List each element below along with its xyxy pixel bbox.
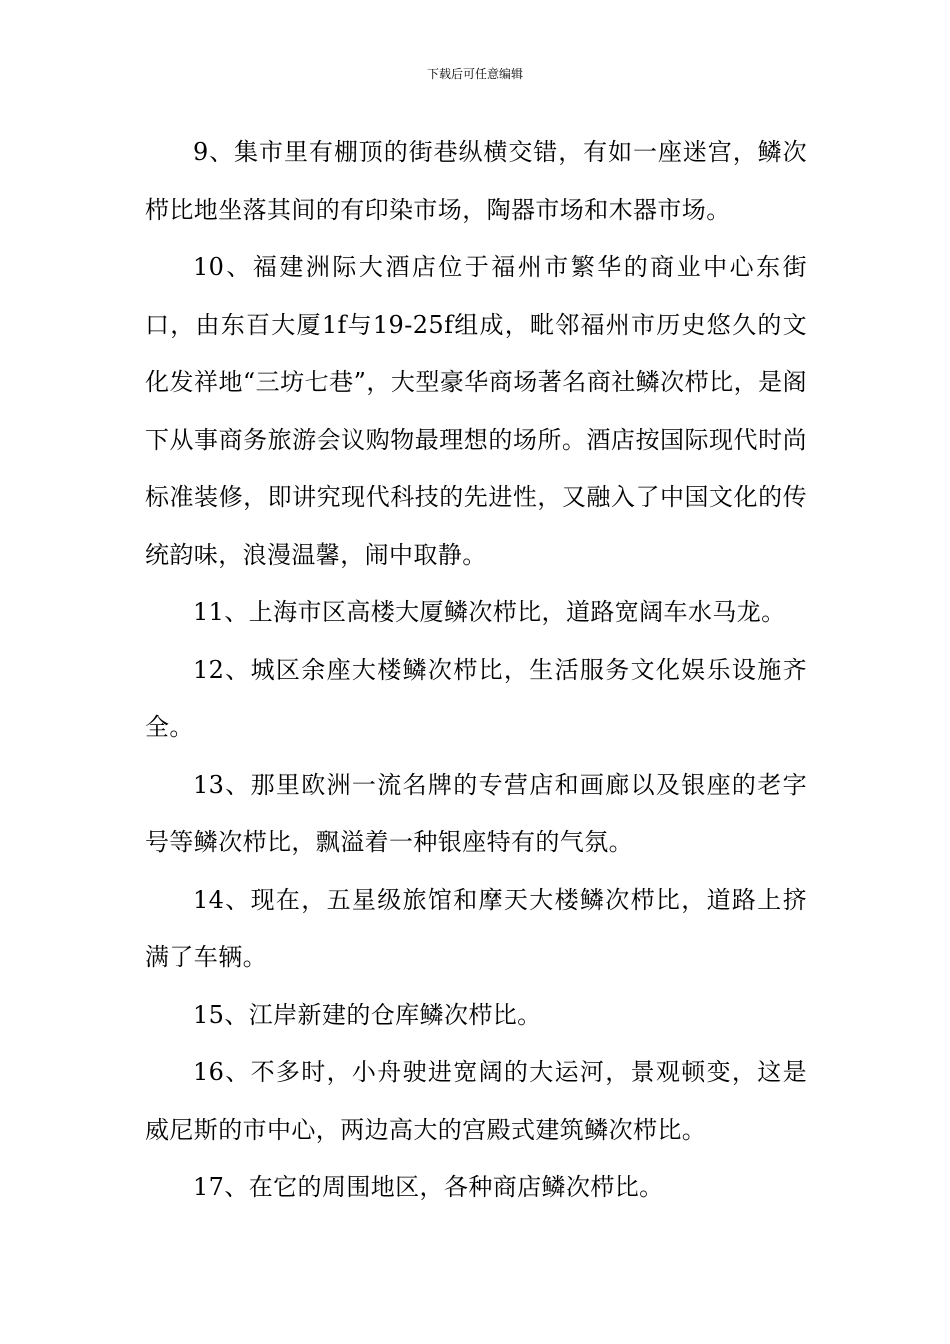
paragraph-14: 14、现在，五星级旅馆和摩天大楼鳞次栉比，道路上挤满了车辆。 [145,885,807,971]
paragraph-17: 17、在它的周围地区，各种商店鳞次栉比。 [193,1173,664,1201]
paragraph-15: 15、江岸新建的仓库鳞次栉比。 [193,1000,542,1029]
paragraph-9: 9、集市里有棚顶的街巷纵横交错，有如一座迷宫，鳞次栉比地坐落其间的有印染市场，陶器市场和木器市场。 [145,138,807,224]
document-body [145,124,807,1217]
paragraph-10: 10、福建洲际大酒店位于福州市繁华的商业中心东街口，由东百大厦1f与19-25f组成，毗邻福州市历史悠久的文化发祥地“三坊七巷”，大型豪华商场著名商社鳞次栉比，是阁下从事商务旅游会议购物最理想的场所。酒店按国际现代时尚标准装修，即讲究现代科技的先进性，又融入了中国文化的传统韵味，浪漫温馨，闹中取静。 [145,253,807,569]
paragraph-11: 11、上海市区高楼大厦鳞次栉比，道路宽阔车水马龙。 [193,598,786,626]
page-header: 下载后可任意编辑 [426,67,523,81]
paragraph-16: 16、不多时，小舟驶进宽阔的大运河，景观顿变，这是威尼斯的市中心，两边高大的宫殿式建筑鳞次栉比。 [145,1058,807,1144]
paragraph-12: 12、城区余座大楼鳞次栉比，生活服务文化娱乐设施齐全。 [145,655,807,741]
paragraph-13: 13、那里欧洲一流名牌的专营店和画廊以及银座的老字号等鳞次栉比，飘溢着一种银座特有的气氛。 [145,770,807,856]
